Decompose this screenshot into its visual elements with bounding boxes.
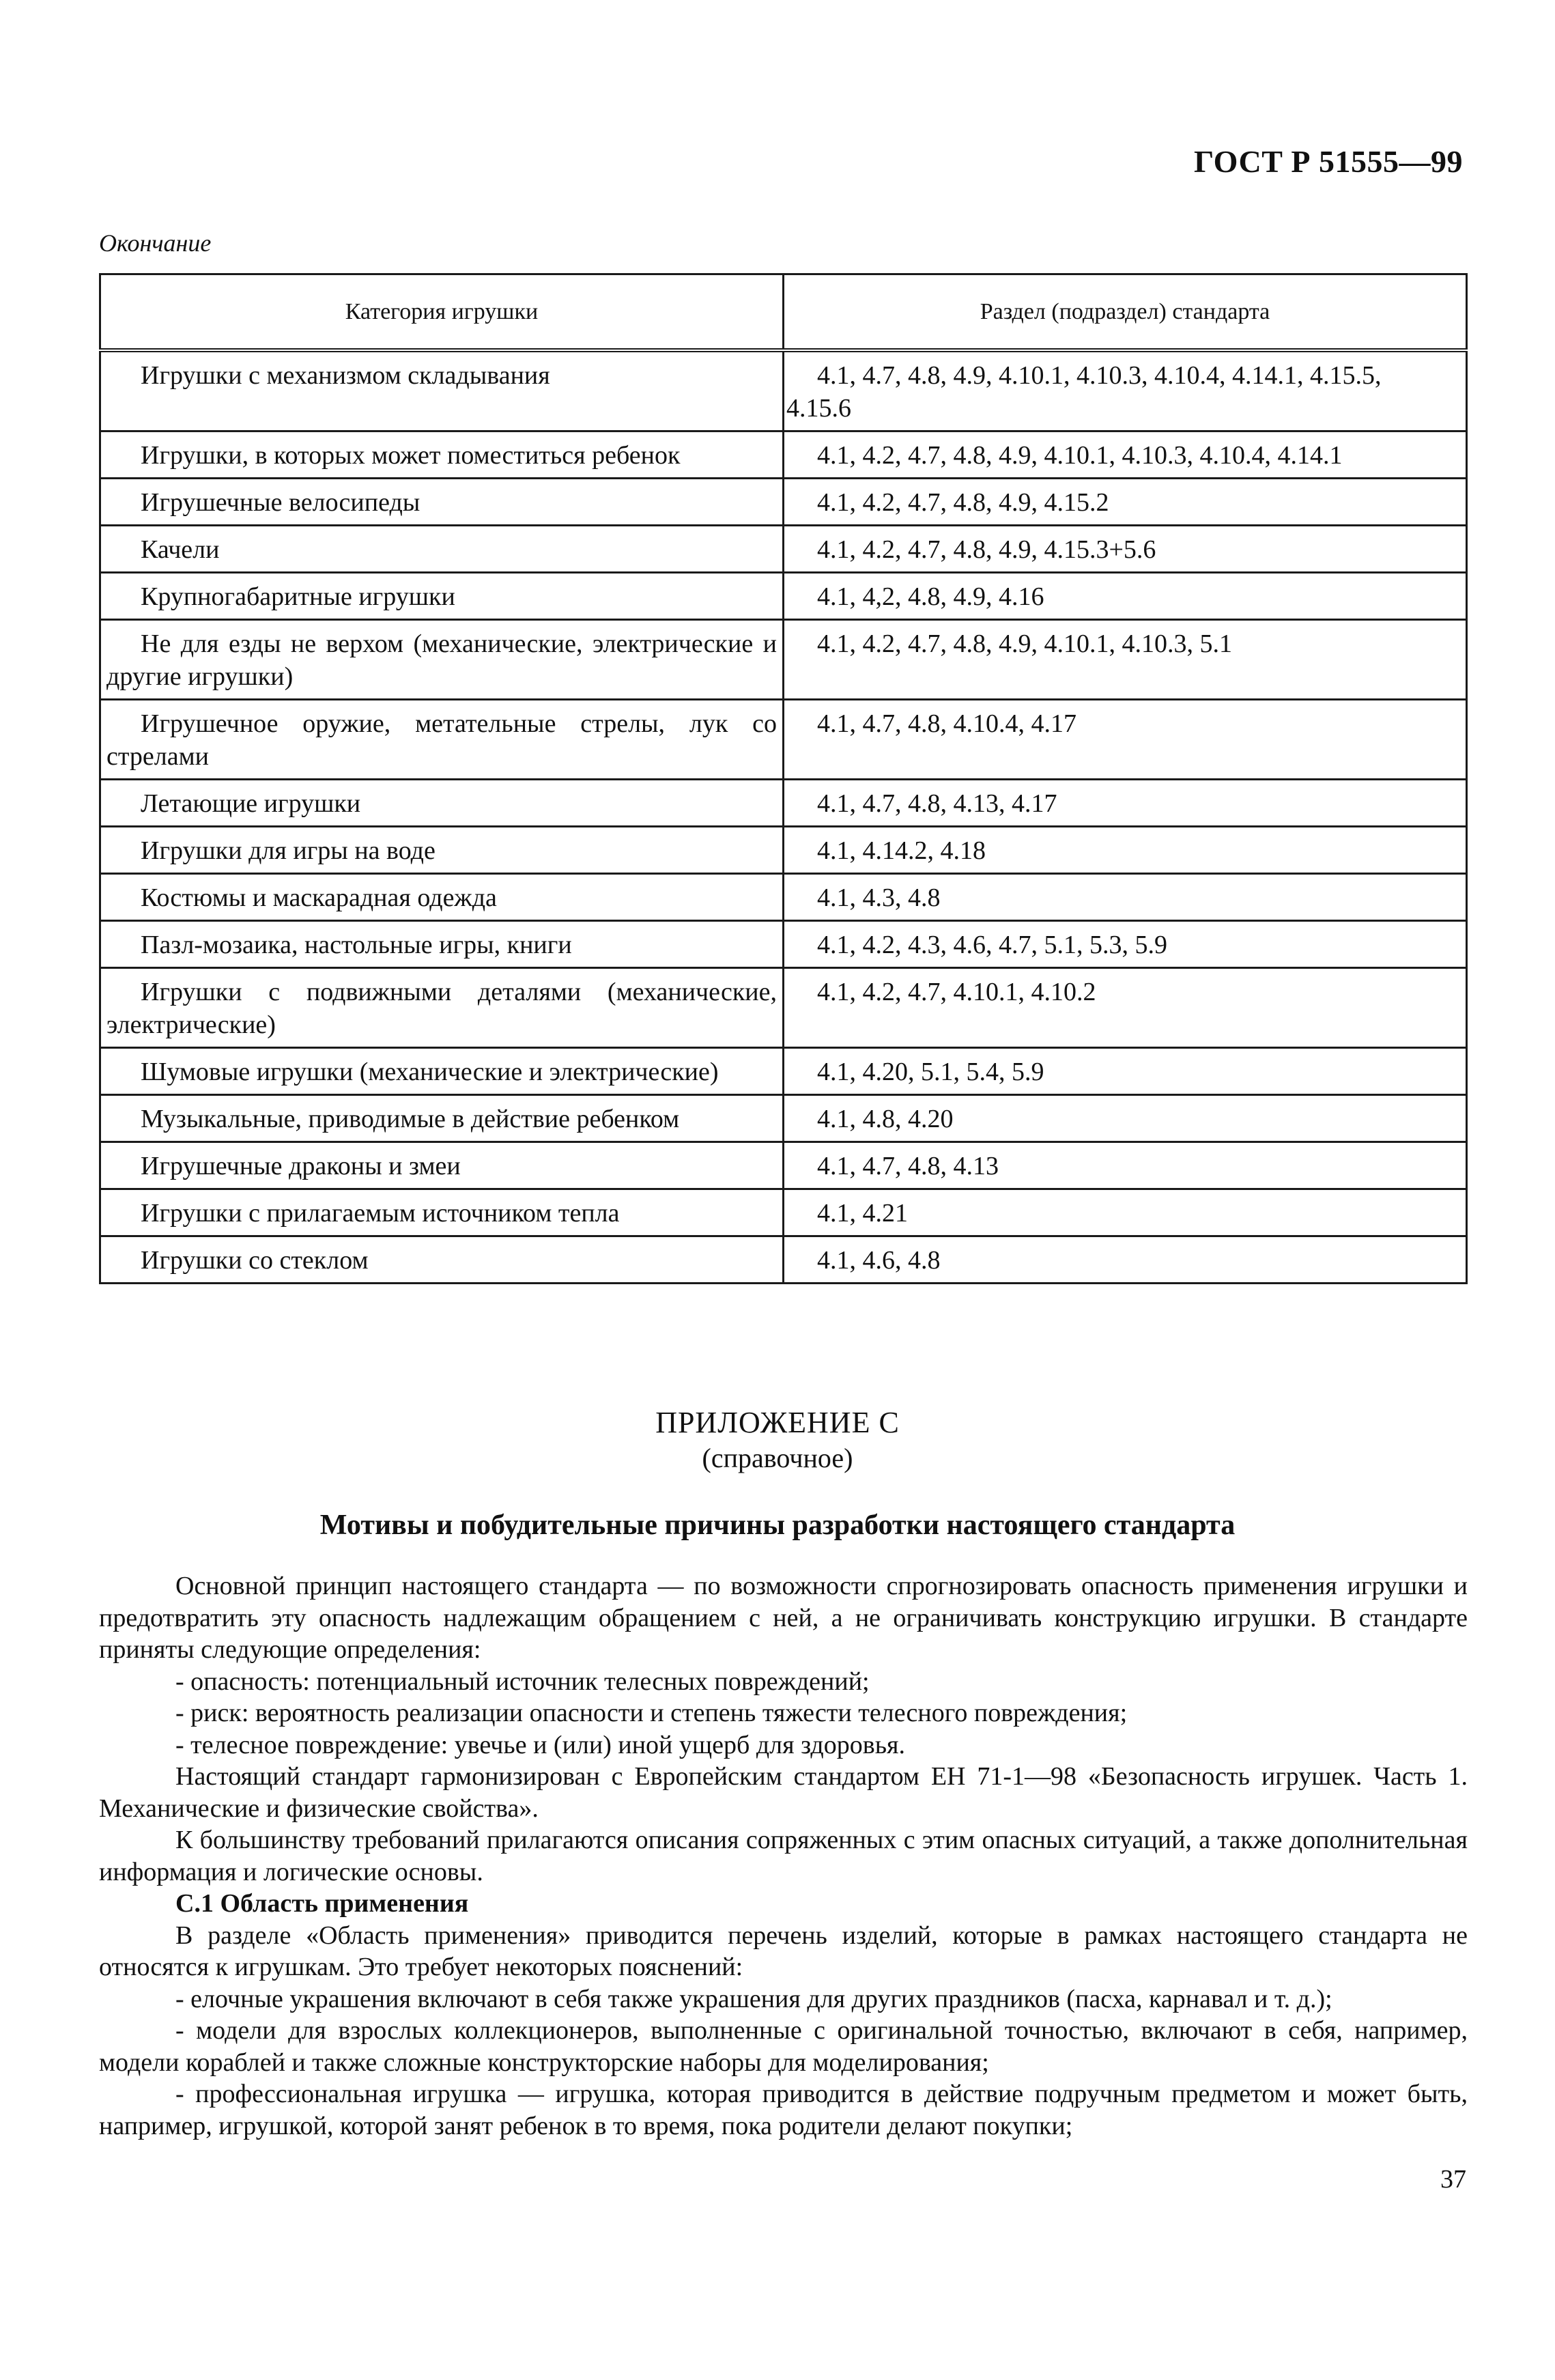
list-item: - риск: вероятность реализации опасности и степень тяжести телесного повреждения; [175,1699,1128,1727]
page-number: 37 [1440,2165,1466,2194]
sections-text: 4.1, 4.2, 4.7, 4.10.1, 4.10.2 [817,978,1096,1006]
table-row [100,1095,1467,1142]
category-cell: Пазл-мозаика, настольные игры, книги [100,921,784,968]
table-row [100,573,1467,620]
appendix-body [99,1570,1468,2142]
table-row [100,1142,1467,1189]
table-row [100,350,1467,431]
category-cell: Игрушки с подвижными деталями (механические, электрические) [100,968,784,1048]
sections-cell [784,431,1467,479]
list-item: - модели для взрослых коллекционеров, выполненные с оригинальной точностью, включают в себя, например, модели кораблей и также сложные конструкторские наборы для моделирования; [99,2016,1468,2077]
category-cell: Крупногабаритные игрушки [100,573,784,620]
column-header-category: Категория игрушки [100,274,784,351]
sections-text: 4.1, 4.2, 4.7, 4.8, 4.9, 4.10.1, 4.10.3, 5.1 [817,629,1232,658]
sections-cell [784,827,1467,874]
sections-text: 4.1, 4.3, 4.8 [817,883,941,912]
list-item: - профессиональная игрушка — игрушка, которая приводится в действие подручным предметом и может быть, например, игрушкой, которой занят ребенок в то время, пока родители делают покупки; [99,2080,1468,2140]
paragraph: Основной принцип настоящего стандарта — по возможности спрогнозировать опасность применения игрушки и предотвратить эту опасность надлежащим обращением с ней, а не ограничивать конструкцию игрушки. В стандарте приняты следующие определения: [99,1572,1468,1664]
table-row [100,1236,1467,1284]
category-cell: Игрушки со стеклом [100,1236,784,1284]
sections-cell [784,1048,1467,1095]
table-header-row [100,274,1467,351]
table-row [100,1189,1467,1236]
sections-cell [784,573,1467,620]
paragraph: В разделе «Область применения» приводится перечень изделий, которые в рамках настоящего стандарта не относятся к игрушкам. Это требует некоторых пояснений: [99,1921,1468,1981]
sections-cell [784,968,1467,1048]
standard-code-header: ГОСТ Р 51555—99 [1194,144,1463,179]
toy-category-table [99,273,1468,1284]
table-row [100,479,1467,526]
category-cell: Шумовые игрушки (механические и электрические) [100,1048,784,1095]
table-row [100,620,1467,700]
sections-cell [784,1236,1467,1284]
sections-text: 4.1, 4.14.2, 4.18 [817,836,986,865]
category-cell: Летающие игрушки [100,780,784,827]
table-row [100,968,1467,1048]
sections-cell [784,874,1467,921]
sections-text: 4.1, 4.2, 4.7, 4.8, 4.9, 4.10.1, 4.10.3, 4.10.4, 4.14.1 [817,441,1343,470]
table-row [100,431,1467,479]
appendix-heading: Мотивы и побудительные причины разработки настоящего стандарта [319,1510,1236,1541]
category-cell: Игрушки, в которых может поместиться ребенок [100,431,784,479]
sections-text: 4.1, 4.7, 4.8, 4.10.4, 4.17 [817,709,1076,738]
table-row [100,921,1467,968]
sections-cell [784,921,1467,968]
sections-text: 4.1, 4.6, 4.8 [817,1246,941,1275]
category-cell: Музыкальные, приводимые в действие ребенком [100,1095,784,1142]
table-row [100,780,1467,827]
appendix-subtitle: (справочное) [702,1443,853,1473]
sections-cell [784,479,1467,526]
sections-text-continued: 4.15.6 [786,394,851,423]
sections-text: 4.1, 4.7, 4.8, 4.13 [817,1152,999,1180]
sections-cell [784,1142,1467,1189]
category-cell: Игрушки с механизмом складывания [100,350,784,431]
sections-text: 4.1, 4.21 [817,1199,908,1228]
sections-text: 4.1, 4.7, 4.8, 4.13, 4.17 [817,789,1057,818]
category-cell: Костюмы и маскарадная одежда [100,874,784,921]
sections-cell [784,350,1467,431]
table-row [100,526,1467,573]
paragraph: Настоящий стандарт гармонизирован с Европейским стандартом ЕН 71-1—98 «Безопасность игрушек. Часть 1. Механические и физические свойства». [99,1762,1468,1823]
sections-text: 4.1, 4.8, 4.20 [817,1105,954,1133]
sections-cell [784,1189,1467,1236]
sections-cell [784,620,1467,700]
table-row [100,1048,1467,1095]
sections-text: 4.1, 4.2, 4.7, 4.8, 4.9, 4.15.3+5.6 [817,535,1156,564]
list-item: - елочные украшения включают в себя также украшения для других праздников (пасха, карнавал и т. д.); [175,1984,1332,2013]
category-cell: Игрушечные велосипеды [100,479,784,526]
category-cell: Не для езды не верхом (механические, электрические и другие игрушки) [100,620,784,700]
sections-cell [784,526,1467,573]
sections-cell [784,700,1467,780]
table-row [100,700,1467,780]
sections-text: 4.1, 4,2, 4.8, 4.9, 4.16 [817,582,1044,611]
section-heading: С.1 Область применения [175,1889,469,1918]
category-cell: Игрушечные драконы и змеи [100,1142,784,1189]
sections-text: 4.1, 4.7, 4.8, 4.9, 4.10.1, 4.10.3, 4.10.4, 4.14.1, 4.15.5, [817,361,1382,390]
column-header-sections: Раздел (подраздел) стандарта [784,274,1467,351]
category-cell: Игрушечное оружие, метательные стрелы, лук со стрелами [100,700,784,780]
paragraph: К большинству требований прилагаются описания сопряженных с этим опасных ситуаций, а также дополнительная информация и логические основы. [99,1826,1468,1886]
list-item: - телесное повреждение: увечье и (или) иной ущерб для здоровья. [175,1730,906,1759]
sections-cell [784,780,1467,827]
table-caption: Окончание [99,229,212,257]
category-cell: Игрушки с прилагаемым источником тепла [100,1189,784,1236]
table-row [100,874,1467,921]
list-item: - опасность: потенциальный источник телесных повреждений; [175,1667,870,1696]
appendix-title: ПРИЛОЖЕНИЕ С [655,1406,900,1439]
category-cell: Качели [100,526,784,573]
sections-cell [784,1095,1467,1142]
category-cell: Игрушки для игры на воде [100,827,784,874]
table-row [100,827,1467,874]
sections-text: 4.1, 4.2, 4.3, 4.6, 4.7, 5.1, 5.3, 5.9 [817,931,1167,959]
sections-text: 4.1, 4.20, 5.1, 5.4, 5.9 [817,1058,1044,1086]
sections-text: 4.1, 4.2, 4.7, 4.8, 4.9, 4.15.2 [817,488,1109,517]
